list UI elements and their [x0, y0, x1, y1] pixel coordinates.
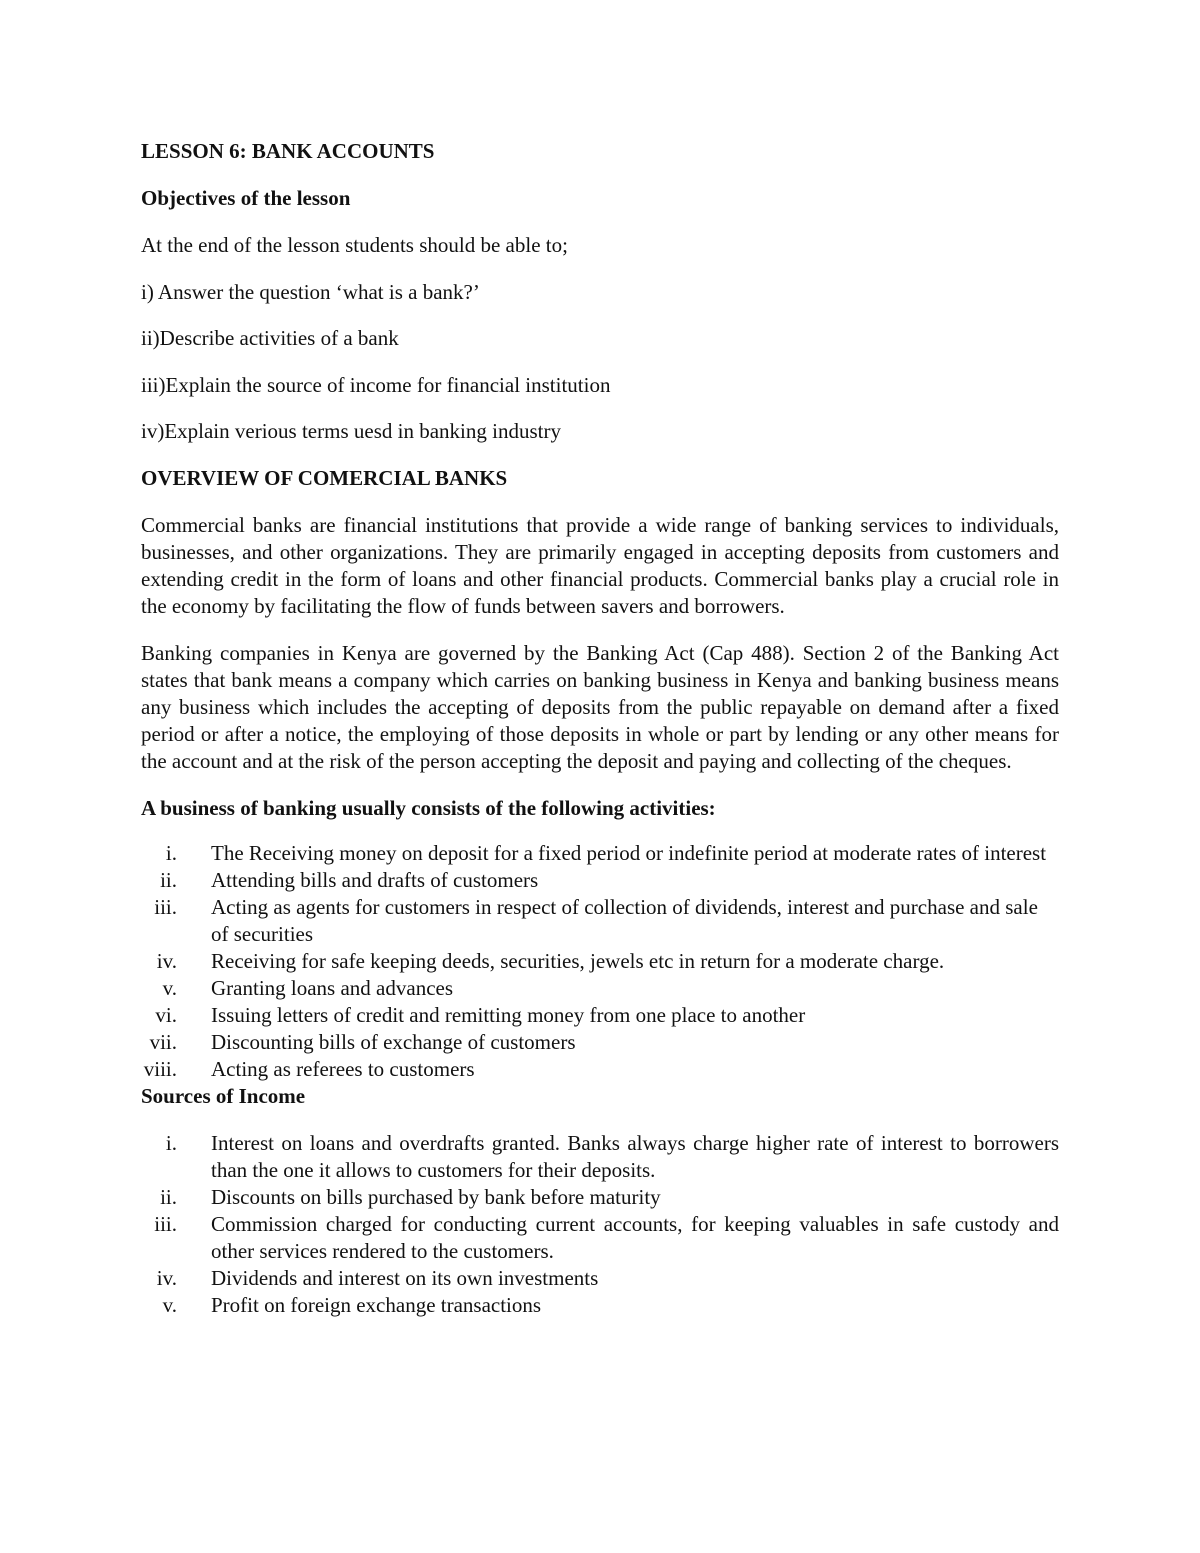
list-item: [141, 1002, 1059, 1029]
list-number: v.: [162, 1292, 177, 1317]
lesson-title: LESSON 6: BANK ACCOUNTS: [141, 139, 435, 163]
list-number: vi.: [155, 1002, 177, 1027]
list-item-text: Receiving for safe keeping deeds, securities, jewels etc in return for a moderate charge.: [211, 948, 945, 973]
list-item: [141, 1211, 1059, 1265]
list-number: iii.: [154, 894, 177, 919]
overview-heading: OVERVIEW OF COMERCIAL BANKS: [141, 465, 508, 490]
list-number: vii.: [149, 1029, 177, 1054]
list-number: iv.: [156, 948, 177, 973]
list-item: [141, 1184, 1059, 1211]
list-number: iv.: [156, 1265, 177, 1290]
objective-item: ii)Describe activities of a bank: [141, 326, 399, 350]
list-number: ii.: [160, 1184, 177, 1209]
list-item: [141, 894, 1059, 948]
objective-item: iv)Explain verious terms uesd in banking industry: [141, 419, 561, 443]
list-item: [141, 1056, 1059, 1083]
list-item-text: Acting as referees to customers: [211, 1056, 475, 1081]
overview-paragraph: Commercial banks are financial institutions that provide a wide range of banking services to individuals, businesses, and other organizations. They are primarily engaged in accepting deposits from customers and extending credit in the form of loans and other financial products. Commercial banks play a crucial role in the economy by facilitating the flow of funds between savers and borrowers.: [141, 512, 1059, 618]
list-number: i.: [165, 840, 177, 865]
list-item: [141, 867, 1059, 894]
list-number: i.: [165, 1130, 177, 1155]
income-heading: Sources of Income: [141, 1083, 306, 1108]
list-item-text: The Receiving money on deposit for a fixed period or indefinite period at moderate rates of interest: [211, 840, 1047, 865]
activities-heading: A business of banking usually consists of the following activities:: [141, 795, 716, 820]
list-number: viii.: [143, 1056, 177, 1081]
document-page: [141, 138, 1059, 1319]
list-item-text: Granting loans and advances: [211, 975, 454, 1000]
list-item-text: Acting as agents for customers in respect of collection of dividends, interest and purchase and sale of securities: [211, 894, 1038, 946]
list-item-text: Profit on foreign exchange transactions: [211, 1292, 542, 1317]
list-number: v.: [162, 975, 177, 1000]
list-item-text: Issuing letters of credit and remitting money from one place to another: [211, 1002, 806, 1027]
list-number: ii.: [160, 867, 177, 892]
banking-act-paragraph: Banking companies in Kenya are governed by the Banking Act (Cap 488). Section 2 of the Banking Act states that bank means a company which carries on banking business in Kenya and banking business means any business which includes the accepting of deposits from the public repayable on demand after a fixed period or after a notice, the employing of those deposits in whole or part by lending or any other means for the account and at the risk of the person accepting the deposit and paying and collecting of the cheques.: [141, 640, 1059, 773]
list-item: [141, 975, 1059, 1002]
activities-list: [141, 840, 1059, 1083]
list-item: [141, 840, 1059, 867]
list-item: [141, 1265, 1059, 1292]
list-item-text: Commission charged for conducting current accounts, for keeping valuables in safe custody and other services rendered to the customers.: [211, 1211, 1059, 1263]
income-list: [141, 1130, 1059, 1319]
list-item-text: Discounting bills of exchange of customers: [211, 1029, 576, 1054]
list-number: iii.: [154, 1211, 177, 1236]
objectives-heading: Objectives of the lesson: [141, 186, 351, 210]
objective-item: iii)Explain the source of income for financial institution: [141, 372, 611, 397]
list-item: [141, 948, 1059, 975]
list-item-text: Discounts on bills purchased by bank before maturity: [211, 1184, 661, 1209]
objective-item: i) Answer the question ‘what is a bank?’: [141, 279, 480, 304]
list-item: [141, 1292, 1059, 1319]
list-item-text: Interest on loans and overdrafts granted. Banks always charge higher rate of interest to borrowers than the one it allows to customers for their deposits.: [211, 1130, 1059, 1182]
list-item: [141, 1029, 1059, 1056]
objectives-intro: At the end of the lesson students should be able to;: [141, 233, 568, 257]
list-item-text: Dividends and interest on its own investments: [211, 1265, 599, 1290]
list-item-text: Attending bills and drafts of customers: [211, 867, 539, 892]
list-item: [141, 1130, 1059, 1184]
